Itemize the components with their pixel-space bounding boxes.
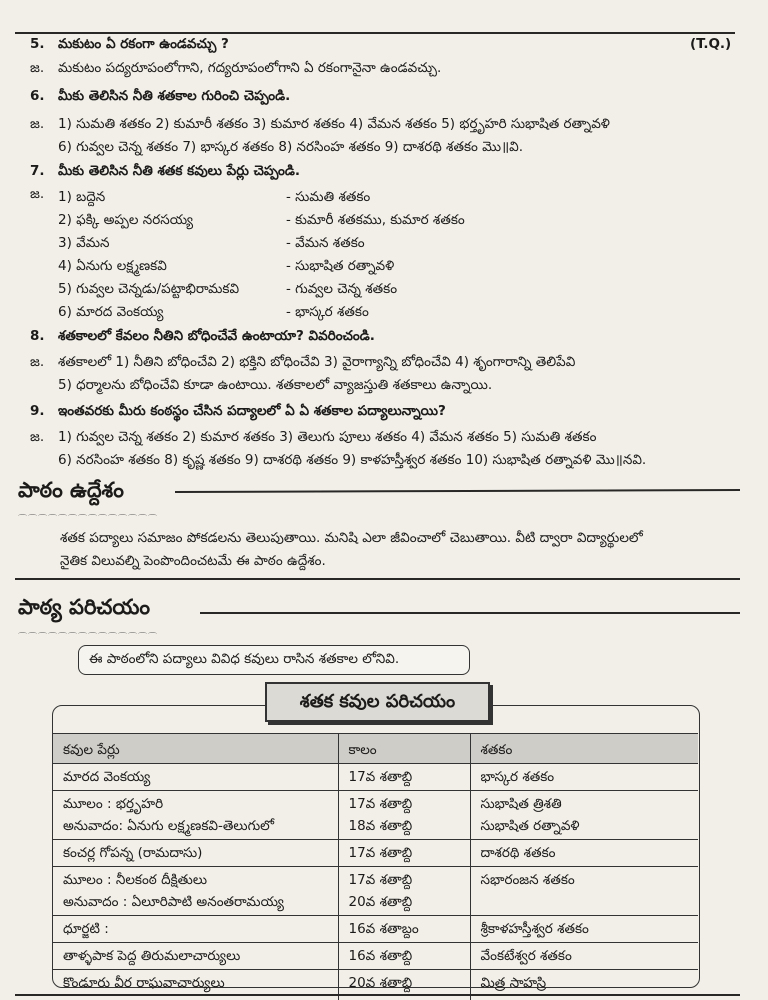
cell-line: మూలం : భర్తృహరి [63, 793, 328, 815]
question-number: 5. [30, 36, 58, 52]
poets-table [53, 733, 698, 1000]
work-cell: శ్రీకాళహస్తీశ్వర శతకం [470, 916, 698, 943]
period-cell [338, 791, 470, 840]
poet-cell: మారద వెంకయ్య [53, 764, 338, 791]
question-number: 9. [30, 403, 58, 419]
table-row [53, 791, 698, 840]
intro-heading: పాఠ్య పరిచయం [18, 595, 150, 625]
work-cell [470, 791, 698, 840]
table-title: శతక కవుల పరిచయం [265, 682, 490, 722]
cell-line: 18వ శతాబ్ది [349, 815, 460, 837]
answer-line: 1) గువ్వల చెన్న శతకం 2) కుమార శతకం 3) తెలుగు పూలు శతకం 4) వేమన శతకం 5) సుమతి శతకం [58, 429, 596, 445]
work-name: - సుమతి శతకం [286, 189, 370, 205]
wave-decoration: ⌒⌒⌒⌒⌒⌒⌒⌒⌒⌒⌒⌒⌒⌒ [18, 512, 158, 525]
answer-line: 1) సుమతి శతకం 2) కుమారీ శతకం 3) కుమార శతకం 4) వేమన శతకం 5) భర్తృహరి సుభాషిత రత్నావళి [58, 116, 610, 132]
poet-cell: తాళ్ళపాక పెద్ద తిరుమలాచార్యులు [53, 943, 338, 970]
table-header-row [53, 734, 698, 764]
poet-cell: కొండూరు వీర రాఘవాచార్యులు [53, 970, 338, 1000]
answer-line: శతకాలలో 1) నీతిని బోధించేవి 2) భక్తిని బోధించేవి 3) వైరాగ్యాన్ని బోధించేవి 4) శృంగారాన్ని తెలిపేవి [58, 354, 575, 370]
work-name: - భాస్కర శతకం [286, 304, 369, 320]
answer-label: జ. [30, 113, 58, 136]
question-text: మీకు తెలిసిన నీతి శతక కవులు పేర్లు చెప్పండి. [58, 163, 300, 179]
answer-line: 6) గువ్వల చెన్న శతకం 7) భాస్కర శతకం 8) నరసింహ శతకం 9) దాశరథి శతకం మొ॥వి. [58, 139, 523, 155]
heading-rule [200, 612, 740, 614]
question-number: 7. [30, 163, 58, 179]
poet-cell [53, 867, 338, 916]
work-cell: మిత్ర సాహస్రి [470, 970, 698, 1000]
question-text: శతకాలలో కేవలం నీతిని బోధించేవే ఉంటాయా? వివరించండి. [58, 328, 375, 344]
list-item [58, 232, 465, 255]
period-cell [338, 867, 470, 916]
question-9 [30, 403, 446, 422]
cell-line: అనువాదం : ఏలూరిపాటి అనంతరామయ్య [63, 891, 328, 913]
poet-name: 6) మారద వెంకయ్య [58, 301, 286, 324]
cell-line: సుభాషిత రత్నావళి [481, 815, 689, 837]
cell-line: 17వ శతాబ్ది [349, 793, 460, 815]
poet-list [58, 186, 465, 324]
work-cell: సభారంజన శతకం [470, 867, 698, 916]
answer-label: జ. [30, 351, 58, 374]
poet-cell: కంచర్ల గోపన్న (రామదాసు) [53, 840, 338, 867]
poet-name: 1) బద్దెన [58, 186, 286, 209]
intro-box: ఈ పాఠంలోని పద్యాలు వివిధ కవులు రాసిన శతకాల లోనివి. [78, 645, 470, 675]
work-name: - గువ్వల చెన్న శతకం [286, 281, 397, 297]
poet-name: 4) ఏనుగు లక్ష్మణకవి [58, 255, 286, 278]
question-7 [30, 163, 300, 182]
cell-line: అనువాదం: ఏనుగు లక్ష్మణకవి-తెలుగులో [63, 815, 328, 837]
question-5 [30, 36, 229, 55]
poet-cell: ధూర్జటి : [53, 916, 338, 943]
text-line: శతక పద్యాలు సమాజం పోకడలను తెలుపుతాయి. మనిషి ఎలా జీవించాలో చెబుతాయి. వీటి ద్వారా విద్యార్థులలో [60, 530, 643, 546]
question-8 [30, 328, 375, 347]
list-item [58, 186, 465, 209]
list-item [58, 301, 465, 324]
column-header: కవుల పేర్లు [53, 734, 338, 764]
question-number: 6. [30, 88, 58, 104]
poet-name: 2) ఫక్కి అప్పల నరసయ్య [58, 209, 286, 232]
question-text: ఇంతవరకు మీరు కంఠస్థం చేసిన పద్యాలలో ఏ ఏ శతకాల పద్యాలున్నాయి? [58, 403, 446, 419]
cell-line: మూలం : నీలకంఠ దీక్షితులు [63, 869, 328, 891]
answer-6 [30, 113, 610, 159]
table-row [53, 916, 698, 943]
answer-8 [30, 351, 575, 397]
section-rule [15, 578, 740, 580]
cell-line: 20వ శతాబ్ది [349, 891, 460, 913]
answer-label: జ. [30, 60, 58, 79]
tq-tag: (T.Q.) [690, 36, 731, 52]
question-number: 8. [30, 328, 58, 344]
question-text: మీకు తెలిసిన నీతి శతకాల గురించి చెప్పండి. [58, 88, 290, 104]
column-header: శతకం [470, 734, 698, 764]
question-6 [30, 88, 290, 107]
poet-name: 3) వేమన [58, 232, 286, 255]
work-cell: దాశరథి శతకం [470, 840, 698, 867]
period-cell: 20వ శతాబ్ది [338, 970, 470, 1000]
purpose-heading: పాఠం ఉద్దేశం [18, 478, 124, 508]
period-cell: 16వ శతాబ్దం [338, 916, 470, 943]
heading-rule [175, 489, 740, 493]
answer-line: 6) నరసింహ శతకం 8) కృష్ణ శతకం 9) దాశరథి శతకం 9) కాళహస్తీశ్వర శతకం 10) సుభాషిత రత్నావళి మొ॥నవి. [58, 452, 646, 468]
answer-7-label: జ. [30, 186, 44, 205]
cell-line: సుభాషిత త్రిశతి [481, 793, 689, 815]
question-text: మకుటం ఏ రకంగా ఉండవచ్చు ? [58, 36, 229, 52]
period-cell: 17వ శతాబ్ది [338, 840, 470, 867]
answer-label: జ. [30, 426, 58, 449]
table-row [53, 840, 698, 867]
answer-text: మకుటం పద్యరూపంలోగాని, గద్యరూపంలోగాని ఏ రకంగానైనా ఉండవచ్చు. [58, 60, 441, 76]
column-header: కాలం [338, 734, 470, 764]
text-line: నైతిక విలువల్ని పెంపొందించటమే ఈ పాఠం ఉద్దేశం. [60, 553, 326, 569]
period-cell: 16వ శతాబ్ది [338, 943, 470, 970]
work-cell: వేంకటేశ్వర శతకం [470, 943, 698, 970]
work-name: - కుమారీ శతకము, కుమార శతకం [286, 212, 465, 228]
table-row [53, 943, 698, 970]
cell-line: 17వ శతాబ్ది [349, 869, 460, 891]
answer-5 [30, 60, 441, 79]
wave-decoration: ⌒⌒⌒⌒⌒⌒⌒⌒⌒⌒⌒⌒⌒⌒ [18, 630, 158, 643]
table-row [53, 867, 698, 916]
table-row [53, 764, 698, 791]
list-item [58, 278, 465, 301]
answer-line: 5) ధర్మాలను బోధించేవి కూడా ఉంటాయి. శతకాలలో వ్యాజస్తుతి శతకాలు ఉన్నాయి. [58, 377, 492, 393]
poet-cell [53, 791, 338, 840]
poet-name: 5) గువ్వల చెన్నడు/పట్టాభిరామకవి [58, 278, 286, 301]
work-name: - సుభాషిత రత్నావళి [286, 258, 394, 274]
list-item [58, 209, 465, 232]
top-rule [15, 32, 735, 34]
bottom-rule [15, 994, 740, 996]
list-item [58, 255, 465, 278]
period-cell: 17వ శతాబ్ది [338, 764, 470, 791]
work-cell: భాస్కర శతకం [470, 764, 698, 791]
answer-9 [30, 426, 646, 472]
purpose-text [60, 527, 643, 573]
work-name: - వేమన శతకం [286, 235, 365, 251]
